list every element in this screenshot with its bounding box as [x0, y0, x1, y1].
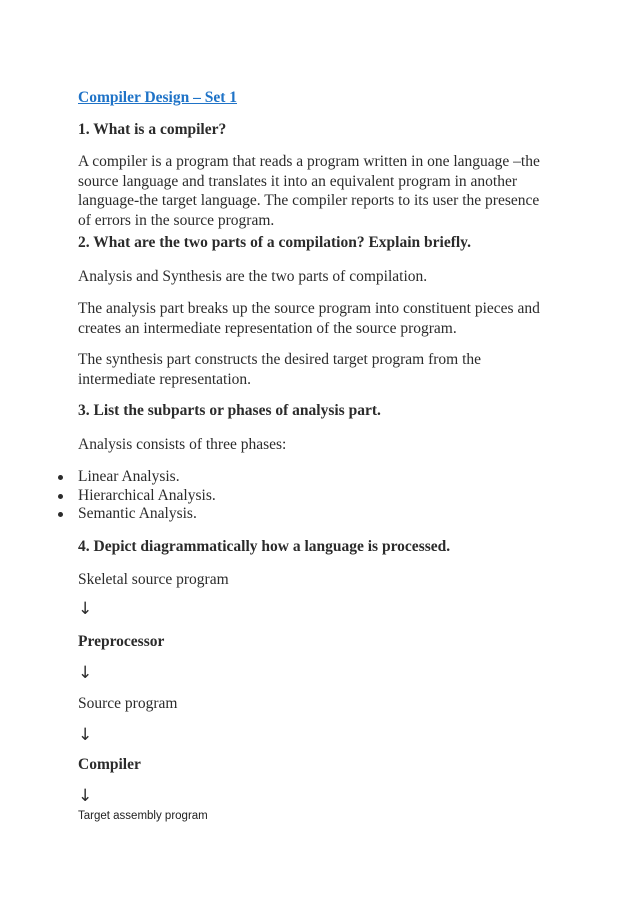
- answer-line: of errors in the source program.: [78, 211, 275, 229]
- answer-line: A compiler is a program that reads a program written in one language –the: [78, 153, 540, 170]
- question-2-heading: 2. What are the two parts of a compilation? Explain briefly.: [78, 234, 471, 251]
- down-arrow-icon: ↓: [78, 725, 93, 745]
- question-3-heading: 3. List the subparts or phases of analysis part.: [78, 402, 381, 419]
- list-item-label: Semantic Analysis.: [78, 505, 197, 522]
- paragraph-line: The synthesis part constructs the desired target program from the: [78, 351, 482, 368]
- down-arrow-icon: ↓: [78, 786, 93, 806]
- bullet-icon: [58, 475, 63, 480]
- question-2-paragraph-2: [78, 299, 540, 338]
- paragraph-line: creates an intermediate representation of the source program.: [78, 319, 457, 337]
- answer-line: language-the target language. The compiler reports to its user the presence: [78, 192, 540, 209]
- bullet-icon: [58, 512, 63, 517]
- paragraph-line: The analysis part breaks up the source program into constituent pieces and: [78, 300, 540, 317]
- list-item-label: Linear Analysis.: [78, 468, 180, 485]
- down-arrow-icon: ↓: [78, 599, 93, 619]
- bullet-icon: [58, 494, 63, 499]
- question-2-paragraph-3: [78, 350, 481, 389]
- answer-line: source language and translates it into an equivalent program in another: [78, 172, 518, 190]
- analysis-phases-list: [78, 468, 216, 524]
- list-item: [78, 505, 216, 524]
- diagram-step-target-assembly: Target assembly program: [78, 810, 208, 822]
- diagram-step-skeletal-source: Skeletal source program: [78, 571, 229, 588]
- down-arrow-icon: ↓: [78, 663, 93, 683]
- question-4-heading: 4. Depict diagrammatically how a language is processed.: [78, 538, 451, 555]
- question-1-heading: 1. What is a compiler?: [78, 121, 227, 138]
- list-item: [78, 468, 216, 487]
- document-title-link[interactable]: Compiler Design – Set 1: [78, 89, 238, 106]
- question-1-answer: [78, 152, 540, 230]
- question-3-intro: Analysis consists of three phases:: [78, 436, 287, 453]
- diagram-step-source-program: Source program: [78, 695, 178, 712]
- list-item-label: Hierarchical Analysis.: [78, 486, 216, 504]
- question-2-paragraph-1: Analysis and Synthesis are the two parts of compilation.: [78, 268, 428, 285]
- list-item: [78, 487, 216, 506]
- diagram-step-preprocessor: Preprocessor: [78, 633, 165, 650]
- diagram-step-compiler: Compiler: [78, 756, 141, 773]
- paragraph-line: intermediate representation.: [78, 370, 252, 388]
